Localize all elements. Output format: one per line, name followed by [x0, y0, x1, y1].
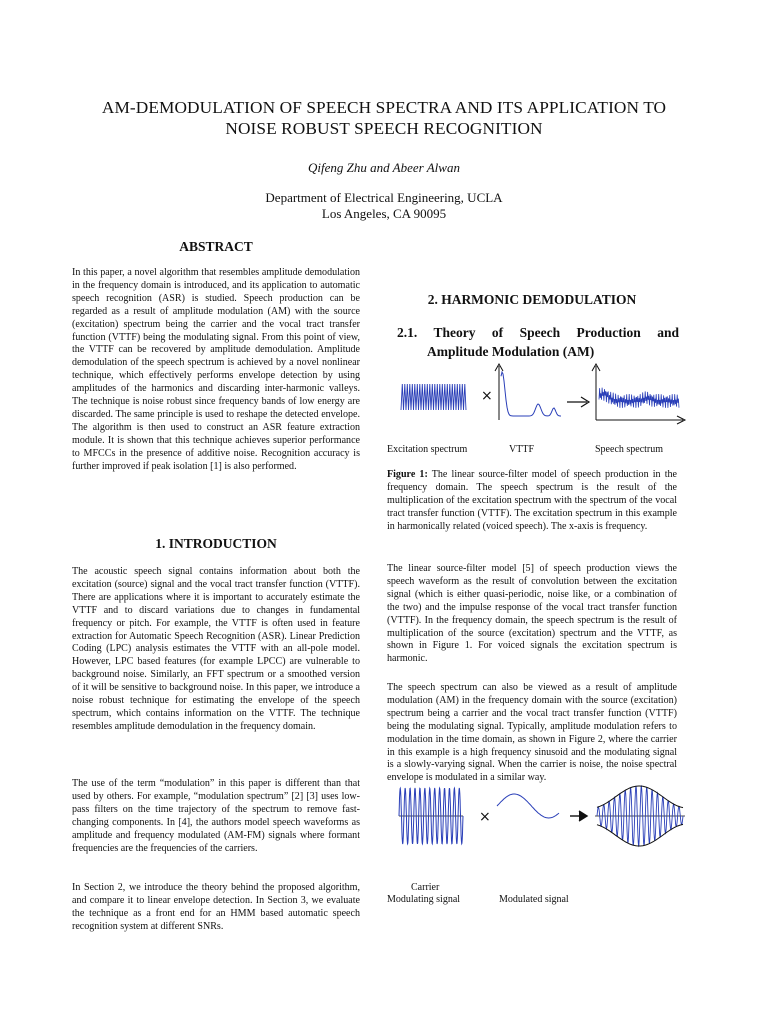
- affiliation-department: Department of Electrical Engineering, UCLA: [265, 190, 503, 205]
- subsection-2-1-heading: [397, 323, 679, 361]
- fig1-label-excitation: Excitation spectrum: [387, 444, 468, 455]
- introduction-paragraph-3: In Section 2, we introduce the theory behind the proposed algorithm, and compare it to linear envelope detection. In Section 3, we evaluate the technique as a front end for an HMM based automatic speech recognition system at different SNRs.: [72, 882, 360, 932]
- fig2-label-modulated: Modulated signal: [499, 894, 569, 905]
- authors: Qifeng Zhu and Abeer Alwan: [308, 160, 460, 175]
- arrow-icon-1: [567, 397, 589, 407]
- abstract-heading: ABSTRACT: [179, 239, 253, 254]
- paper-title: [40, 97, 728, 139]
- speech-spectrum-plot: [592, 364, 685, 424]
- arrow-icon-2: [570, 811, 587, 821]
- title-line-2: NOISE ROBUST SPEECH RECOGNITION: [225, 119, 543, 138]
- section-2-heading: 2. HARMONIC DEMODULATION: [427, 292, 637, 307]
- vttf-plot: [495, 364, 561, 420]
- excitation-spectrum-plot: [401, 384, 466, 410]
- introduction-paragraph-1: The acoustic speech signal contains information about both the excitation (source) signal and the vocal tract transfer function (VTTF). There are applications where it is important to accurately estimate the VTTF and to discard variations due to changes in fundamental frequency or pitch. For example, the VTTF is often used in feature extraction for Automatic Speech Recognition (ASR). Linear Prediction Coding (LPC) analysis estimates the VTTF with an all-pole model. However, LPC based features (for example LPCC) are vulnerable to background noise. Similarly, an FFT spectrum or a smoothed version of it will be sensitive to background noise. In this paper, we introduce a noise robust technique for estimating the envelope of the speech spectrum, which contains information on the VTTF. The technique resembles amplitude demodulation in the frequency domain.: [72, 566, 360, 732]
- fig1-label-speech: Speech spectrum: [595, 444, 664, 455]
- figure-1-caption-label: Figure 1:: [387, 469, 428, 480]
- figure-1: [387, 362, 687, 442]
- subsection-2-1-line-2: Amplitude Modulation (AM): [427, 344, 595, 359]
- section-2-paragraph-1: The linear source-filter model [5] of speech production views the speech waveform as the result of convolution between the excitation signal (which is either quasi-periodic, noise like, or a combination of the two) and the impulse response of the vocal tract transfer function (VTTF). In the frequency domain, the speech spectrum is the result of multiplication of the source (excitation) spectrum and the VTTF, as shown in Figure 1. For voiced signals the excitation spectrum is harmonic.: [387, 563, 677, 665]
- carrier-plot: [399, 788, 463, 844]
- fig1-label-vttf: VTTF: [509, 444, 534, 455]
- title-line-1: AM-DEMODULATION OF SPEECH SPECTRA AND ITS APPLICATION TO: [101, 98, 667, 117]
- introduction-paragraph-2: The use of the term “modulation” in this paper is different than that used by others. For example, “modulation spectrum” [2] [3] uses low-pass filters on the time trajectory of the spectrum to remove fast-changing components. In [4], the authors model speech waveforms as amplitude and frequency modulated (AM-FM) signals where formant frequencies are the frequencies of the carriers.: [72, 778, 360, 854]
- affiliation-address: Los Angeles, CA 90095: [321, 206, 447, 221]
- figure-1-caption-text: The linear source-filter model of speech production in the frequency domain. The speech spectrum is the result of the multiplication of the excitation spectrum with the spectrum of the vocal tract transfer function (VTTF). The excitation spectrum in this example in harmonically related (voiced speech). The x-axis is frequency.: [387, 469, 677, 532]
- section-2-paragraph-2: The speech spectrum can also be viewed as a result of amplitude modulation (AM) in the frequency domain with the source (excitation) spectrum being a carrier and the vocal tract transfer function (VTTF) being the modulating signal. Typically, amplitude modulation refers to modulation in the time domain, as shown in Figure 2, where the carrier in this example is a high frequency sinusoid and the modulating signal is a slowly-varying signal. When the carrier is noise, the noise spectral envelope is modulated in a similar way.: [387, 682, 677, 784]
- affiliation: [0, 190, 768, 222]
- times-icon-1: ×: [481, 388, 493, 404]
- fig2-label-modulating: Modulating signal: [387, 894, 461, 905]
- fig2-label-carrier: Carrier: [411, 882, 440, 893]
- abstract-text: In this paper, a novel algorithm that resembles amplitude demodulation in the frequency domain is introduced, and its application to automatic speech recognition (ASR) is studied. Speech production can be regarded as a result of amplitude modulation (AM) with the source (excitation) spectrum being the carrier and the vocal tract transfer function (VTTF) being the modulating signal. From this point of view, the VTTF can be recovered by amplitude demodulation. Amplitude demodulation of the speech spectrum is achieved by a novel nonlinear technique, which effectively performs envelope detection by using amplitudes of the harmonics and discarding inter-harmonic valleys. The technique is noise robust since frequency bands of low energy are discarded. The same principle is used to reshape the detected envelope. The algorithm is then used to construct an ASR feature extraction module. It is shown that this technique achieves superior performance to MFCCs in the presence of additive noise. Recognition accuracy is further improved if peak isolation [1] is also performed.: [72, 267, 360, 472]
- figure-2: [387, 780, 687, 880]
- modulated-plot: [595, 786, 685, 846]
- times-icon-2: ×: [479, 809, 491, 825]
- modulating-plot: [497, 794, 559, 818]
- figure-1-caption: [387, 469, 677, 534]
- subsection-2-1-line-1: 2.1. Theory of Speech Production and: [397, 325, 679, 340]
- introduction-heading: 1. INTRODUCTION: [155, 536, 277, 551]
